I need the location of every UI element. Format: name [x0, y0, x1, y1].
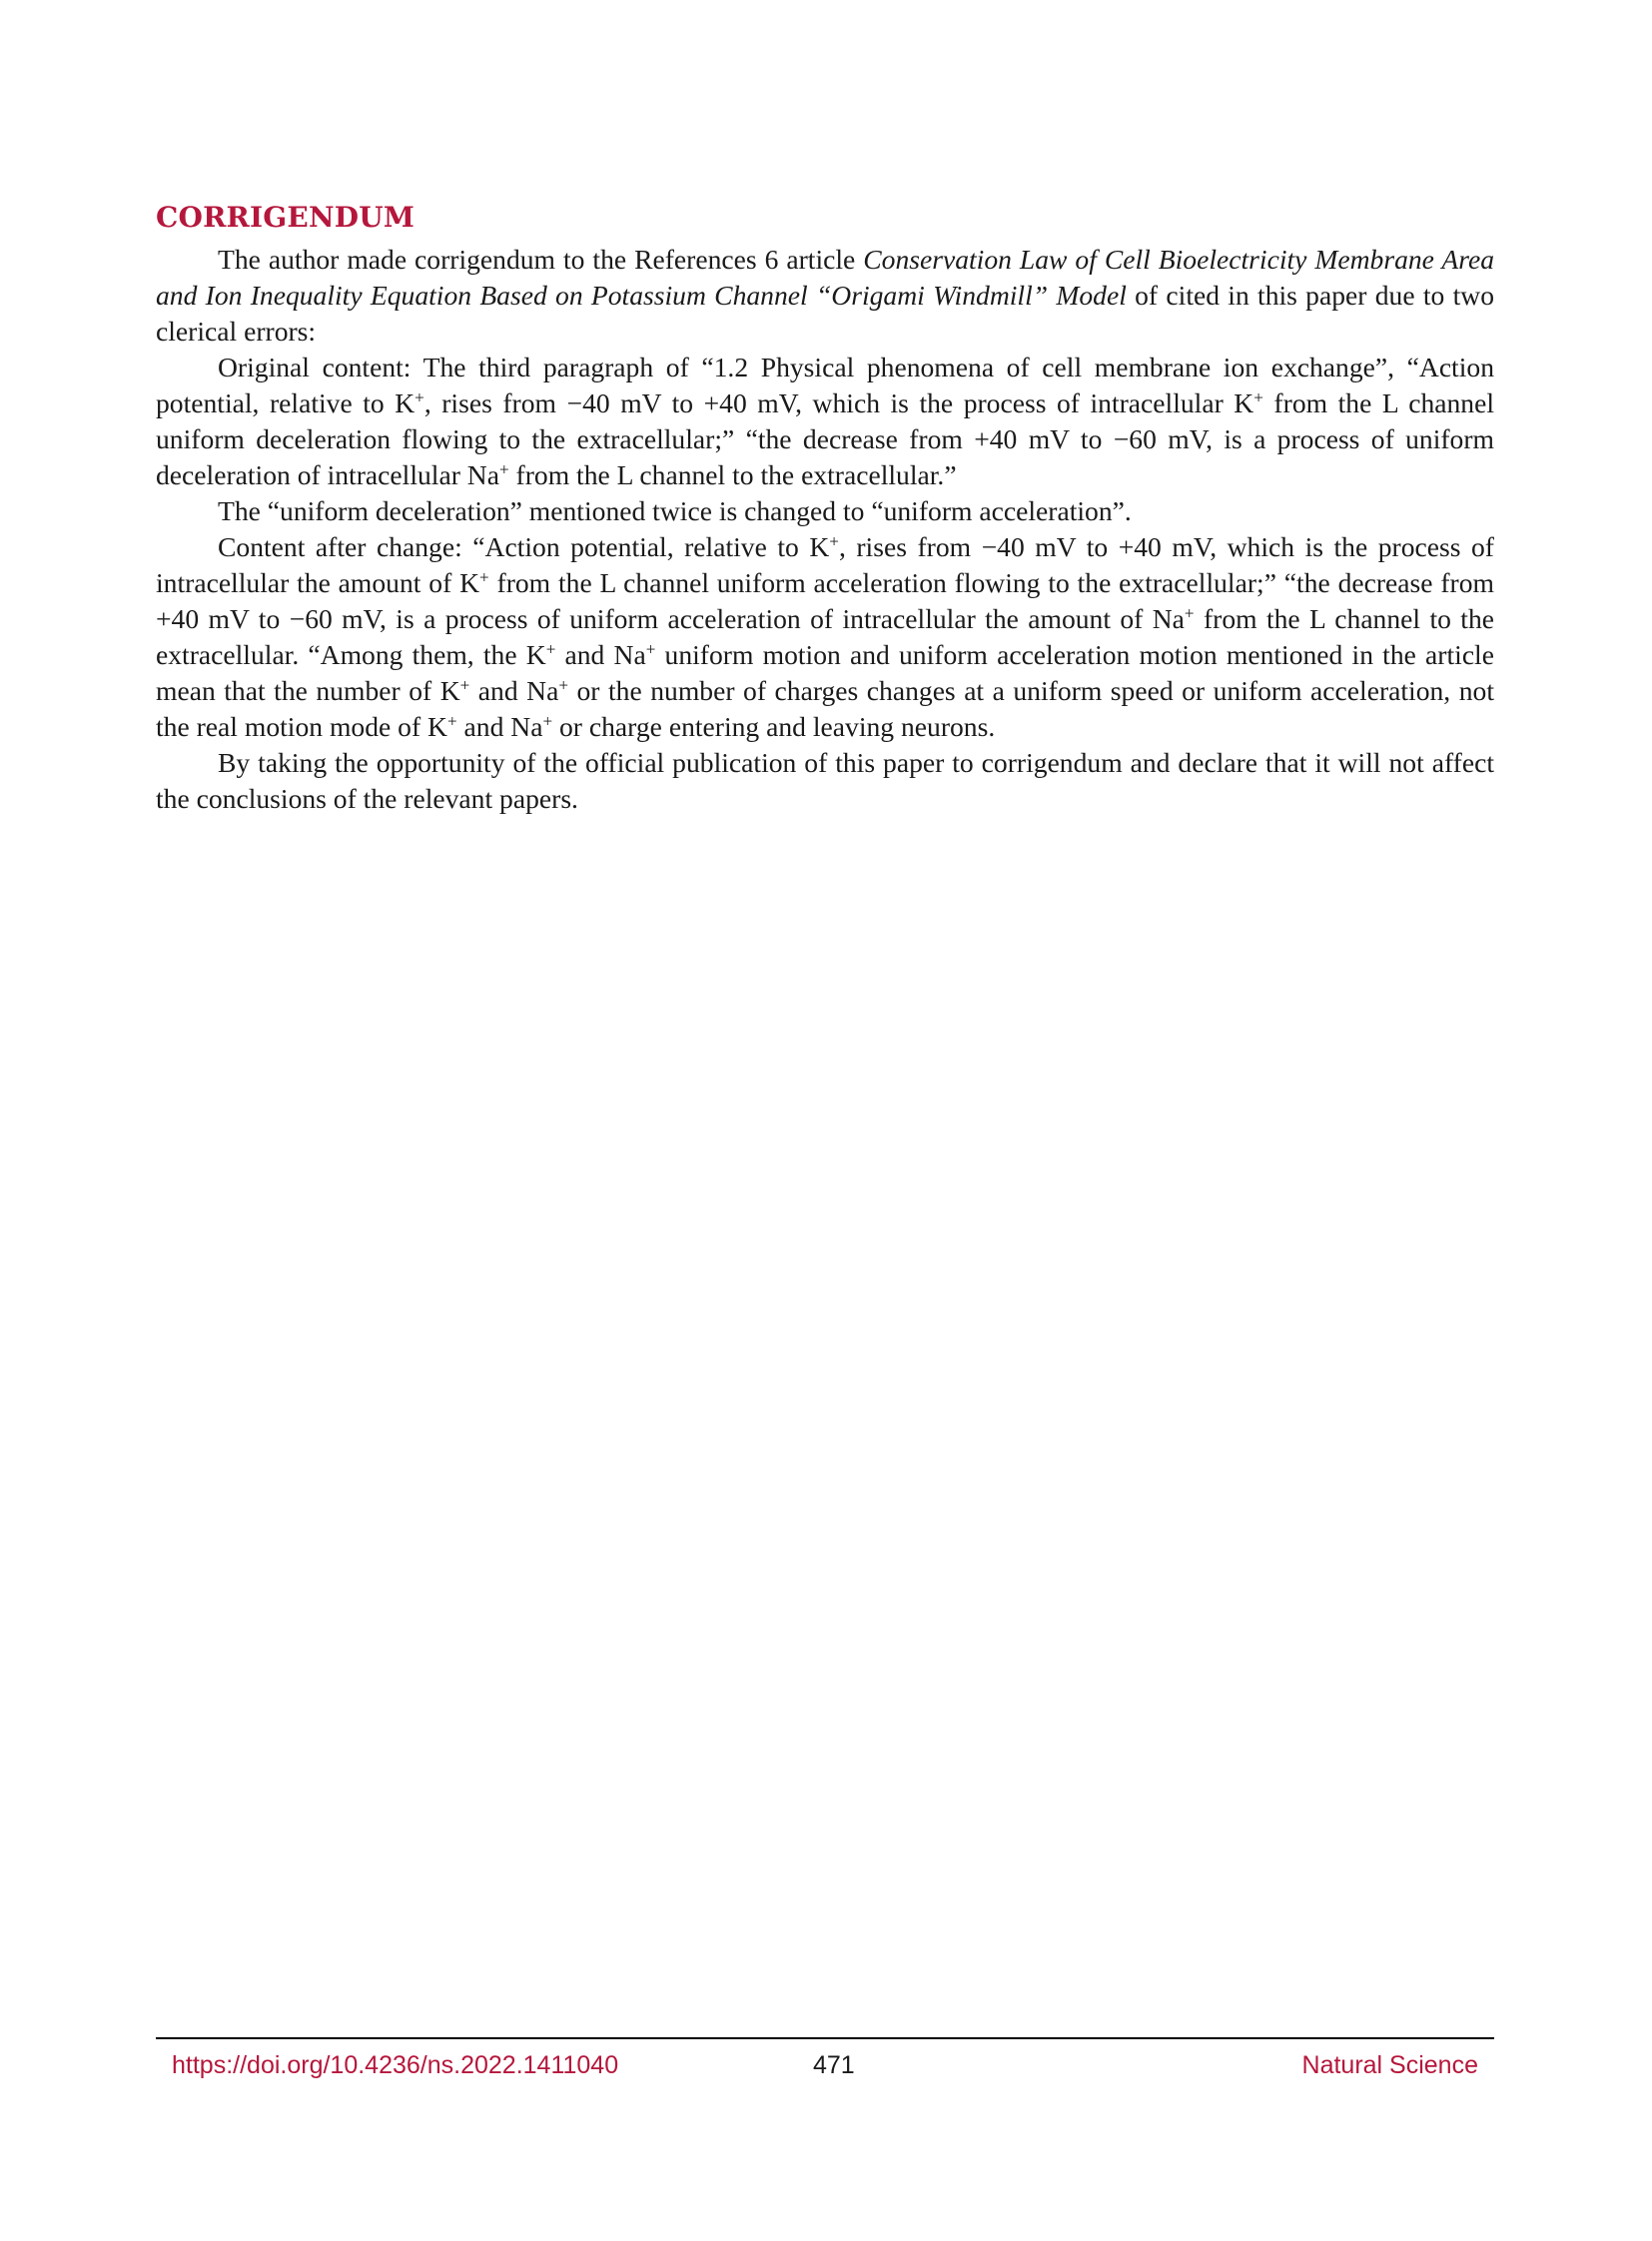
journal-name: Natural Science — [1301, 2051, 1478, 2079]
paragraph-text: Content after change: “Action potential, relative to K — [218, 531, 830, 562]
paragraph-content-after-change — [156, 529, 1494, 745]
superscript-plus: + — [414, 387, 424, 407]
superscript-plus: + — [542, 711, 553, 731]
paragraph-text: The author made corrigendum to the References 6 article — [218, 244, 864, 275]
section-heading: CORRIGENDUM — [156, 201, 415, 234]
superscript-plus: + — [558, 675, 568, 695]
paragraph-change-note: The “uniform deceleration” mentioned twice is changed to “uniform acceleration”. — [218, 495, 1132, 526]
superscript-plus: + — [446, 711, 457, 731]
doi-link[interactable]: https://doi.org/10.4236/ns.2022.1411040 — [172, 2051, 619, 2079]
paragraph-intro — [156, 242, 1494, 350]
page-footer — [156, 2037, 1494, 2079]
paragraph-text: from the L channel uniform deceleration flowing to the extracellular;” “the decrease from +40 mV to −60 mV, is a process of uniform deceleration of intracellular Na — [156, 387, 1495, 490]
paragraph-text: of cited in this paper due to two clerical errors: — [156, 280, 1494, 347]
paragraph-original-content — [156, 350, 1494, 493]
paragraph-text: , rises from −40 mV to +40 mV, which is the process of intracellular K — [423, 387, 1254, 418]
paragraph-text: from the L channel to the extracellular. “Among them, the K — [156, 603, 1494, 670]
superscript-plus: + — [545, 639, 556, 659]
paragraph-text: Original content: The third paragraph of “1.2 Physical phenomena of cell membrane ion exchange”, “Action potential, relative to K — [156, 352, 1494, 418]
superscript-plus: + — [459, 675, 470, 695]
article-title: Conservation Law of Cell Bioelectricity Membrane Area and Ion Inequality Equation Based on Potassium Channel “Origami Windmill” Model — [156, 244, 1494, 311]
paragraph-text: and Na — [469, 675, 559, 706]
superscript-plus: + — [479, 567, 489, 587]
paragraph-text: , rises from −40 mV to +40 mV, which is the process of intracellular the amount of K — [156, 531, 1494, 598]
paragraph-text: from the L channel to the extracellular.” — [508, 459, 957, 490]
superscript-plus: + — [829, 531, 839, 551]
superscript-plus: + — [645, 639, 656, 659]
paragraph-text: uniform motion and uniform acceleration motion mentioned in the article mean that the number of K — [156, 639, 1494, 706]
paragraph-text: and Na — [456, 711, 543, 742]
paragraph-text: from the L channel uniform acceleration flowing to the extracellular;” “the decrease from +40 mV to −60 mV, is a process of uniform acceleration of intracellular the amount of Na — [156, 567, 1494, 634]
paragraph-closing: By taking the opportunity of the official publication of this paper to corrigendum and declare that it will not affect the conclusions of the relevant papers. — [156, 747, 1494, 814]
article-body — [156, 200, 1494, 817]
superscript-plus: + — [498, 459, 509, 479]
page-number: 471 — [813, 2051, 855, 2079]
superscript-plus: + — [1184, 603, 1195, 623]
paragraph-text: and Na — [555, 639, 646, 670]
footer-row — [156, 2039, 1494, 2079]
paragraph-text: or the number of charges changes at a uniform speed or uniform acceleration, not the real motion mode of K — [156, 675, 1494, 742]
superscript-plus: + — [1253, 387, 1263, 407]
paragraph-text: or charge entering and leaving neurons. — [552, 711, 996, 742]
